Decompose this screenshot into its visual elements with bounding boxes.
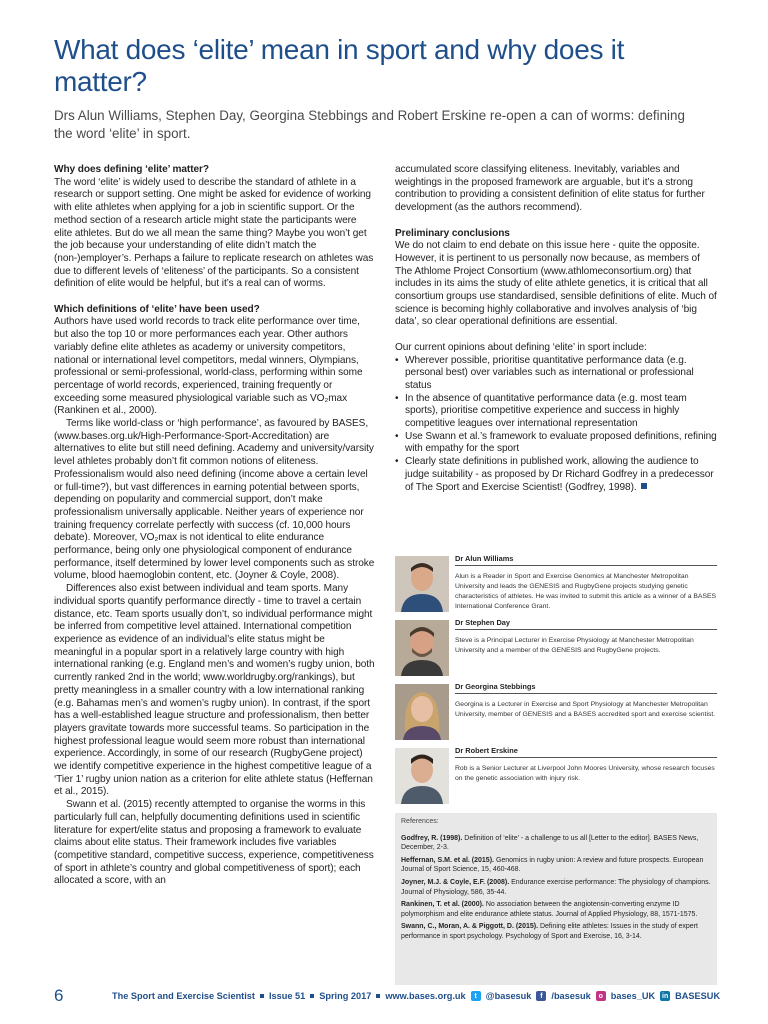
author-name: Dr Georgina Stebbings (455, 682, 717, 694)
author-card (395, 682, 717, 746)
page-number: 6 (54, 986, 64, 1005)
separator-icon (260, 994, 264, 998)
issue-season: Spring 2017 (319, 991, 372, 1001)
author-bio: Steve is a Principal Lecturer in Exercise Physiology at Manchester Metropolitan University and a member of the GENESIS and RugbyGene projects. (455, 637, 694, 654)
author-bio: Alun is a Reader in Sport and Exercise Genomics at Manchester Metropolitan University and leads the GENESIS and RugbyGene projects studying genetic characteristics of athletes. He was invited to submit this article as a winner of a BASES International Conference Grant. (455, 573, 717, 610)
facebook-icon: f (536, 991, 546, 1001)
reference-text: Defining elite athletes: Issues in the study of expert performance in sport psychology. Psychology of Sport and Exercise, 16, 3-14. (401, 923, 698, 940)
reference-text: Endurance exercise performance: The physiology of champions. Journal of Physiology, 586, 35-44. (401, 878, 711, 896)
page-footer (54, 986, 721, 1007)
twitter-handle[interactable]: @basesuk (485, 991, 532, 1001)
list-item-text: Clearly state definitions in published work, allowing the audience to judge suitability - as proposed by Dr Richard Godfrey in a predecessor of The Sport and Exercise Scientist! (Godfrey, 1998). (405, 456, 714, 493)
linkedin-icon: in (662, 992, 669, 1000)
author-bio: Georgina is a Lecturer in Exercise and Sport Physiology at Manchester Metropolitan University, member of GENESIS and a BASES accredited sport and exercise scientist. (455, 701, 716, 718)
paragraph: Swann et al. (2015) recently attempted to organise the worms in this particularly full can, helpfully documenting definitions used in scientific literature for expert/elite status and proposing a framework to evaluate claims about elite status. Their framework includes five variables (competitive standard, competitive success, experience, competitiveness of sport in athlete’s country and global competitiveness of sport); each allocated a score, with an (54, 799, 374, 887)
reference-text: No association between the angiotensin-converting enzyme ID polymorphism and elite endurance athlete status. Journal of Applied Physiology, 88, 1571-1575. (401, 901, 698, 918)
twitter-icon: t (471, 991, 481, 1001)
instagram-handle[interactable]: bases_UK (610, 991, 656, 1001)
list-item: • Wherever possible, prioritise quantitative performance data (e.g. personal best) over variables such as international or professional status (395, 355, 717, 393)
portrait-icon (395, 620, 449, 676)
author-card (395, 618, 717, 682)
reference-item (401, 878, 711, 897)
author-card (395, 554, 717, 618)
author-photo (395, 620, 449, 676)
author-bio: Rob is a Senior Lecturer at Liverpool John Moores University, whose research focuses on the genetic association with injury risk. (455, 765, 715, 782)
footer-line (112, 991, 720, 1001)
separator-icon (376, 994, 380, 998)
section-heading: Preliminary conclusions (395, 227, 510, 239)
magazine-name: The Sport and Exercise Scientist (112, 991, 255, 1001)
list-item: • Use Swann et al.’s framework to evaluate proposed definitions, refining with empathy for the sport (395, 431, 717, 456)
left-column (54, 164, 376, 888)
reference-text: Definition of ‘elite’ - a challenge to us all [Letter to the editor]. BASES News, December, 2-3. (401, 834, 699, 852)
references-heading: References: (401, 818, 439, 825)
paragraph: Authors have used world records to track elite performance over time, but also the top 10 or more performances each year. Other authors variably define elite athletes as academy or university competitors, national or international level competitors, medal winners, Olympians, professional or semi-professional, world-class, performing within some percentage of world records, experienced, training frequently or exceeding some measured physiological variable such as VO₂max (Rankinen et al., 2000). (54, 316, 363, 417)
author-name: Dr Robert Erskine (455, 746, 717, 758)
reference-item (401, 834, 711, 853)
issue-number: Issue 51 (268, 991, 306, 1001)
section-heading: Why does defining ‘elite’ matter? (54, 164, 209, 175)
list-item (395, 456, 717, 494)
author-bios (395, 554, 717, 810)
portrait-icon (395, 684, 449, 740)
end-mark-icon (641, 483, 647, 489)
instagram-icon: o (596, 991, 606, 1001)
list-item: • In the absence of quantitative performance data (e.g. most team sports), prioritise competitive experience and success in highly competitive leagues over international representation (395, 393, 717, 431)
reference-authors: Joyner, M.J. & Coyle, E.F. (2008). (401, 878, 510, 886)
author-card (395, 746, 717, 810)
paragraph: accumulated score classifying eliteness. Inevitably, variables and weightings in the proposed framework are arguable, but it’s a strong contribution to providing a consistent definition of elite status for further development (as the authors recommend). (395, 164, 705, 214)
opinion-list (395, 355, 717, 495)
paragraph: Our current opinions about defining ‘elite’ in sport include: (395, 341, 647, 353)
paragraph: Terms like world-class or ‘high performance’, as favoured by BASES, (www.bases.org.uk/High-Performance-Sport-Accreditation) are alternatives to elite but still need defining. Academy and university/varsity level athletes probably don’t fit common notions of eliteness. Professionalism would also need defining (income above a certain level or full-time?), but vast differences in earning potential between sports, depending on popularity and commercial support, don’t make professionalism universally applicable. Neither years of experience nor training frequency correlate perfectly with success (cf. 10,000 hours debate). Moreover, VO₂max is not identical to elite endurance performance, being only one physiological component of endurance performance, itself determined by lower level components such as stroke volume, blood haemoglobin content, etc. (Joyner & Coyle, 2008). (54, 418, 375, 582)
linkedin-handle[interactable]: BASESUK (675, 991, 721, 1001)
section-heading: Which definitions of ‘elite’ have been used? (54, 303, 260, 315)
reference-authors: Rankinen, T. et al. (2000). (401, 901, 484, 909)
reference-item (401, 900, 711, 919)
paragraph: Differences also exist between individual and team sports. Many individual sports quantify performance directly - time to travel a certain distance, etc. Team sports usually don’t, so individual performance might be inferred from competitive level attained. International competition experience as evidence of an individual’s elite status might be meaningful in a popular sport in a relatively large country with high international ranking (e.g. England men’s and women’s rugby union, both currently ranked 2nd in the world; www.worldrugby.org/rankings), but pretty meaningless in a smaller country with a low international ranking (e.g. Bahamas men’s and women’s rugby union). In contrast, if the sport has a well-established league structure and professionalism, then better players gravitate towards more successful teams. So participation in the highest professional league would seem more robust than international experience. Accordingly, in some of our research (RugbyGene project) we identify competitive experience in the highest competitive league of a ‘Tier 1’ rugby union nation as a criterion for elite athlete status (Heffernan et al., 2015). (54, 583, 375, 798)
references-box (395, 813, 717, 985)
article-title: What does ‘elite’ mean in sport and why does it matter? (54, 34, 625, 97)
author-name: Dr Stephen Day (455, 618, 717, 630)
reference-item (401, 922, 711, 941)
reference-text: Genomics in rugby union: A review and future prospects. European Journal of Sport Science, 15, 460-468. (401, 856, 704, 874)
facebook-handle[interactable]: /basesuk (551, 991, 591, 1001)
author-photo (395, 748, 449, 804)
website-link[interactable]: www.bases.org.uk (385, 991, 466, 1001)
reference-authors: Heffernan, S.M. et al. (2015). (401, 856, 494, 864)
article-subtitle: Drs Alun Williams, Stephen Day, Georgina Stebbings and Robert Erskine re-open a can of worms: defining the word ‘elite’ in sport. (54, 108, 685, 141)
reference-item (401, 856, 711, 875)
author-name: Dr Alun Williams (455, 554, 717, 566)
separator-icon (310, 994, 314, 998)
reference-authors: Swann, C., Moran, A. & Piggott, D. (2015). (401, 923, 539, 931)
author-photo (395, 556, 449, 612)
portrait-icon (395, 748, 449, 804)
paragraph: The word ‘elite’ is widely used to describe the standard of athlete in a research or support setting. One might be asked for evidence of working with elite athletes when applying for a job in scientific support. Or the method section of a research article might state the participants were elite athletes. But do we all mean the same thing? Maybe you won’t get the job because your understanding of elite didn’t match the (non-)employer’s. Perhaps a failure to replicate research on athletes was due to different levels of ‘eliteness’ of the participants. So a consistent definition of elite would be helpful, but it’s a real can of worms. (54, 176, 374, 290)
paragraph: We do not claim to end debate on this issue here - quite the opposite. However, it is pertinent to us personally now because, as members of The Athlome Project Consortium (www.athlomeconsortium.org) that includes in its aims the study of elite athlete genetics, it is critical that all consortium groups use standardised, sensible definitions of elite. Much of science is becoming highly collaborative and involves analysis of ‘big data’, so clear operational definitions are essential. (395, 240, 717, 328)
right-column (395, 164, 717, 494)
reference-authors: Godfrey, R. (1998). (401, 834, 463, 842)
author-photo (395, 684, 449, 740)
portrait-icon (395, 556, 449, 612)
